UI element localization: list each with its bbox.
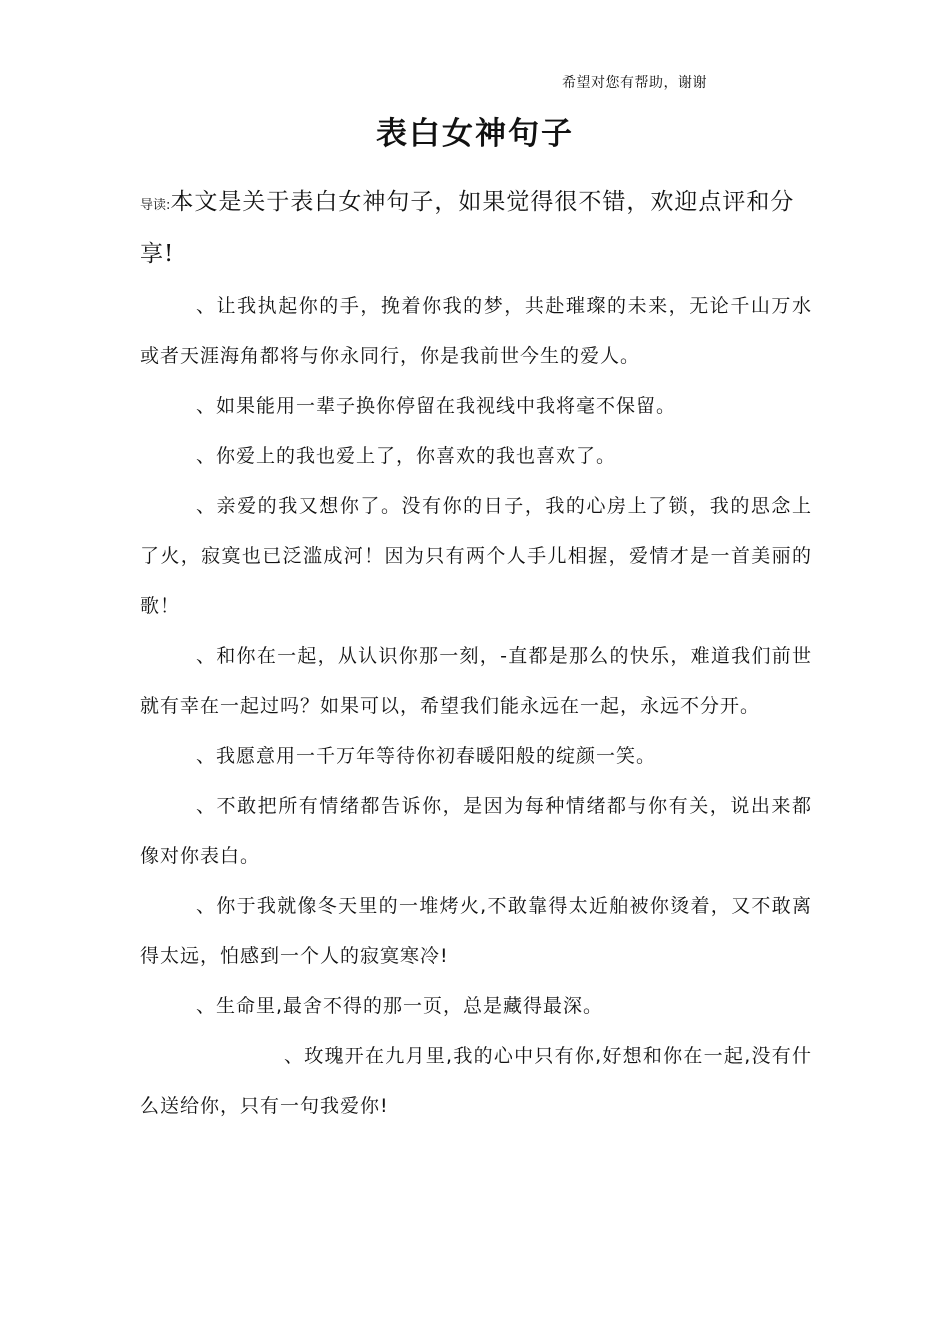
paragraph-8: 、你于我就像冬天里的一堆烤火,不敢靠得太近舶被你烫着，又不敢离得太远，怕感到一个人的寂寞寒冷!	[140, 895, 812, 967]
intro-paragraph	[140, 178, 815, 278]
paragraph-1: 、让我执起你的手，挽着你我的梦，共赴璀璨的未来，无论千山万水或者天涯海角都将与你永同行，你是我前世今生的爱人。	[140, 295, 812, 367]
intro-text: 本文是关于表白女神句子，如果觉得很不错，欢迎点评和分享!	[140, 189, 795, 267]
paragraph-9: 、生命里,最舍不得的那一页，总是藏得最深。	[196, 995, 604, 1017]
paragraph-2: 、如果能用一辈子换你停留在我视线中我将毫不保留。	[196, 395, 677, 417]
paragraph-4: 、亲爱的我又想你了。没有你的日子，我的心房上了锁，我的思念上了火，寂寞也已泛滥成河！因为只有两个人手儿相握，爱情才是一首美丽的歌！	[140, 495, 812, 617]
paragraph-5: 、和你在一起，从认识你那一刻，-直都是那么的快乐，难道我们前世就有幸在一起过吗？如果可以，希望我们能永远在一起，永远不分开。	[140, 645, 812, 717]
paragraph-3: 、你爱上的我也爱上了，你喜欢的我也喜欢了。	[196, 445, 617, 467]
intro-label: 导读:	[140, 198, 171, 213]
document-body	[140, 281, 812, 1131]
header-note: 希望对您有帮助，谢谢	[562, 75, 707, 91]
paragraph-10: 、玫瑰开在九月里,我的心中只有你,好想和你在一起,没有什么送给你，只有一句我爱你!	[140, 1045, 812, 1117]
paragraph-7: 、不敢把所有情绪都告诉你，是因为每种情绪都与你有关，说出来都像对你表白。	[140, 795, 812, 867]
document-title: 表白女神句子	[376, 116, 574, 152]
paragraph-6: 、我愿意用一千万年等待你初春暖阳般的绽颜一笑。	[196, 745, 657, 767]
